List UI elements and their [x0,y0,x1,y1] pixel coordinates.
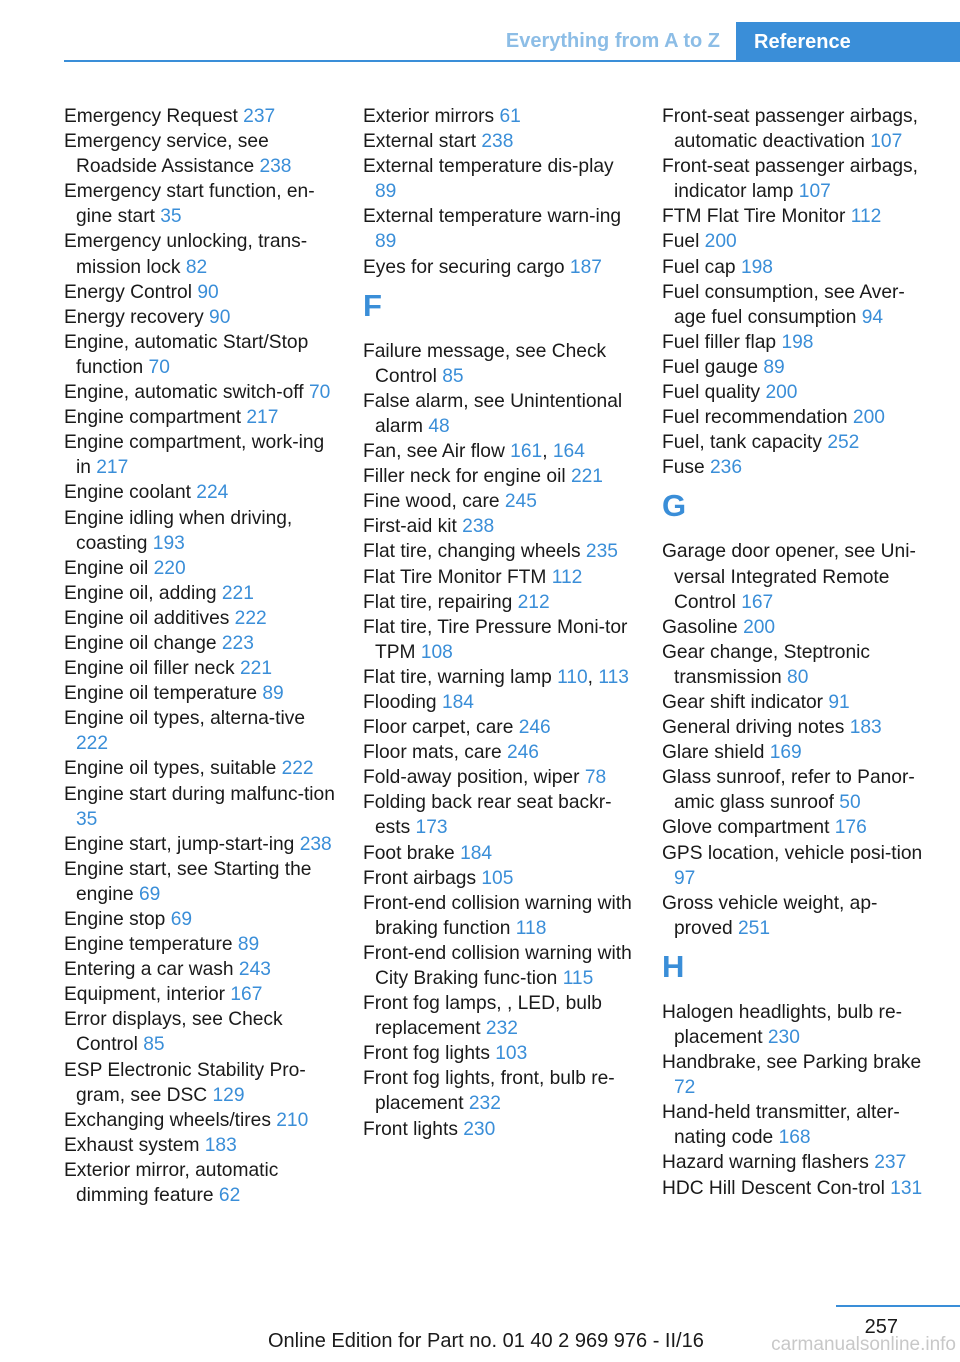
page-link[interactable]: 251 [738,917,771,939]
index-entry [64,229,336,279]
page-link[interactable]: 184 [460,842,493,864]
index-column-1 [64,104,336,1208]
index-entry [662,154,934,204]
index-entry [64,506,336,556]
page-link[interactable]: 112 [850,206,882,228]
index-term: Emergency unlocking, trans‐mission lock [64,231,308,278]
header-tab-reference[interactable]: Reference [736,22,960,62]
page-link[interactable]: 236 [710,457,743,479]
index-term: Fuel gauge [662,356,764,378]
page-link[interactable]: 246 [506,742,539,764]
index-entry [363,389,635,439]
index-term: False alarm, see Unintentional alarm [363,390,623,437]
index-term: Fan, see Air flow [363,441,511,463]
page-link[interactable]: 115 [562,968,594,989]
page-link[interactable]: 222 [234,607,267,629]
page-link[interactable]: 232 [485,1018,518,1040]
page-link[interactable]: 164 [552,441,585,463]
index-term: Engine oil additives [64,607,235,629]
index-entry [662,204,934,229]
page-link[interactable]: 224 [196,482,229,504]
index-entry [64,907,336,932]
index-entry [662,690,934,715]
index-entry [662,455,934,480]
index-entry [363,841,635,866]
index-entry [64,782,336,832]
index-term: Front lights [363,1118,464,1140]
index-term: Flat tire, repairing [363,591,518,613]
index-entry [64,280,336,305]
page-link[interactable]: 245 [504,491,537,513]
page-link[interactable]: 72 [674,1077,696,1099]
page-link[interactable]: 187 [569,256,602,278]
page-link[interactable]: 107 [798,181,831,203]
page-link[interactable]: 85 [442,365,464,387]
header-section-title: Everything from A to Z [505,30,720,52]
index-term: Front-end collision warning with City Braking func‐tion [363,942,632,989]
page-link[interactable]: 113 [598,666,629,688]
page-link[interactable]: 50 [839,792,861,814]
page-link[interactable]: 167 [741,591,774,613]
index-term: Eyes for securing cargo [363,256,570,278]
index-term: Engine oil types, suitable [64,758,282,780]
index-term: Glass sunroof, refer to Panor‐amic glass sunroof [662,767,915,814]
index-entry [363,104,635,129]
index-entry [363,339,635,389]
index-entry [64,1007,336,1057]
index-term: Engine oil types, alterna‐tive [64,708,306,730]
index-term: HDC Hill Descent Con‐trol [662,1177,891,1199]
index-entry [64,1133,336,1158]
index-term: Engine, automatic switch‐off [64,382,309,404]
index-entry [662,765,934,815]
index-term: Flat tire, warning lamp [363,666,558,688]
index-entry [662,330,934,355]
index-entry [363,740,635,765]
index-term: Engine oil change [64,632,222,654]
index-entry [363,765,635,790]
page-link[interactable]: 91 [828,691,850,713]
index-term: Fuel quality [662,382,766,404]
index-entry [64,631,336,656]
page-link[interactable]: 223 [221,632,254,654]
page-link[interactable]: 222 [281,758,314,780]
index-entry [363,565,635,590]
index-term: Exterior mirrors [363,106,500,127]
watermark: carmanualsonline.info [771,1334,956,1355]
index-term: GPS location, vehicle posi‐tion [662,842,923,864]
index-term: Front fog lights, front, bulb re‐placement [363,1068,615,1115]
index-term: Halogen headlights, bulb re‐placement [662,1001,903,1048]
index-term: Exchanging wheels/tires [64,1109,277,1131]
page-link[interactable]: 105 [481,867,514,889]
page-link[interactable]: 173 [415,817,448,839]
index-term: Glove compartment [662,817,835,839]
index-entry [64,1108,336,1133]
index-entry [662,640,934,690]
page-link[interactable]: 200 [743,616,776,638]
page-link[interactable]: 232 [468,1093,501,1115]
index-entry [662,1100,934,1150]
index-entry [64,857,336,907]
index-entry [64,480,336,505]
index-entry [363,866,635,891]
page-link[interactable]: 89 [375,231,397,253]
index-term: Garage door opener, see Uni‐versal Integrated Remote Control [662,541,916,613]
page-link[interactable]: 90 [209,306,231,328]
index-term: Engine oil filler neck [64,658,240,680]
index-term: Fuse [662,457,710,479]
page-link[interactable]: 118 [515,917,547,939]
index-entry [64,179,336,229]
index-entry [363,514,635,539]
page-link[interactable]: 200 [852,407,885,429]
index-entry [662,380,934,405]
index-entry [64,932,336,957]
index-term: External temperature dis‐play [363,156,614,178]
page-link[interactable]: 167 [230,984,263,1006]
index-term: Emergency start function, en‐gine start [64,181,315,228]
index-term: Fuel [662,231,705,253]
index-term: Engine stop [64,909,171,930]
index-entry [64,581,336,606]
index-term: Fuel filler flap [662,331,782,353]
index-term: Fuel consumption, see Aver‐age fuel consumption [662,281,905,328]
index-entry [363,439,635,464]
index-term: Engine coolant [64,482,197,504]
page-link[interactable]: 35 [76,808,98,830]
index-term: ESP Electronic Stability Pro‐gram, see DSC [64,1059,306,1106]
index-term: External start [363,131,482,153]
page-link[interactable]: 85 [143,1034,165,1056]
index-entry [363,1066,635,1116]
page-link[interactable]: 200 [765,382,798,404]
page-link[interactable]: 97 [674,867,696,889]
index-entry [64,104,336,129]
index-term: Gasoline [662,616,744,638]
index-term: Filler neck for engine oil [363,466,571,488]
index-entry [363,1041,635,1066]
page-link[interactable]: 108 [420,641,453,663]
index-entry [662,1050,934,1100]
index-entry [662,430,934,455]
page-link[interactable]: 69 [138,883,161,905]
page-link[interactable]: 217 [246,407,279,429]
index-entry [363,941,635,991]
index-term: Flat tire, changing wheels [363,541,586,563]
index-entry [363,129,635,154]
index-term: Folding back rear seat backr‐ests [363,792,612,839]
index-entry [363,590,635,615]
page-link[interactable]: 221 [221,582,254,604]
page-link[interactable]: 89 [375,181,397,203]
index-entry [363,539,635,564]
index-term: Entering a car wash [64,959,239,981]
index-term: Flooding [363,691,442,713]
page-link[interactable]: 168 [778,1127,811,1149]
index-term: Front-end collision warning with braking function [363,892,632,939]
index-term: Error displays, see Check Control [64,1009,283,1056]
page-link[interactable]: 222 [76,733,109,755]
index-entry [363,154,635,204]
index-entry [662,615,934,640]
page-link[interactable]: 237 [874,1152,907,1174]
index-term: Emergency Request [64,106,244,127]
page-link[interactable]: 82 [185,256,208,278]
page-link[interactable]: 235 [585,541,618,563]
index-term: Equipment, interior [64,984,231,1006]
index-term: Fuel recommendation [662,407,853,429]
index-entry [64,330,336,380]
index-entry [363,790,635,840]
page-link[interactable]: 169 [769,742,802,764]
index-entry [662,355,934,380]
index-entry [662,841,934,891]
page-link[interactable]: 90 [197,281,219,303]
index-entry [363,665,635,690]
index-term: Front airbags [363,867,482,889]
index-term: Exterior mirror, automatic dimming feature [64,1159,279,1207]
page-link[interactable]: 217 [96,457,129,479]
page-separator: , [542,441,553,463]
index-term: Fine wood, care [363,491,505,513]
index-term: Engine oil temperature [64,683,263,705]
page-link[interactable]: 243 [238,959,271,981]
page-link[interactable]: 70 [308,382,331,404]
index-entry [662,1150,934,1175]
index-entry [662,229,934,254]
page-link[interactable]: 220 [153,557,186,579]
page-link[interactable]: 131 [890,1177,923,1199]
page-link[interactable]: 198 [781,331,814,353]
index-entry [662,1000,934,1050]
page-link[interactable]: 80 [787,666,809,688]
section-letter: G [662,488,687,524]
index-entry [64,305,336,330]
section-letter: F [363,287,382,323]
index-entry [64,380,336,405]
index-term: Hand-held transmitter, alter‐nating code [662,1102,900,1149]
page-link[interactable]: 252 [827,432,860,454]
page-link[interactable]: 212 [517,591,550,613]
index-term: General driving notes [662,717,850,739]
page-link[interactable]: 35 [160,206,182,228]
index-entry [64,756,336,781]
index-term: Fuel, tank capacity [662,432,828,454]
page-link[interactable]: 103 [495,1043,528,1065]
index-entry [363,615,635,665]
page-link[interactable]: 200 [704,231,737,253]
index-column-2 [363,104,635,1142]
index-entry [363,690,635,715]
index-term: Gross vehicle weight, ap‐proved [662,892,878,939]
index-term: Handbrake, see Parking brake [662,1052,922,1074]
page-link[interactable]: 230 [767,1027,800,1048]
index-term: Engine temperature [64,934,238,956]
index-term: Front-seat passenger airbags, automatic deactivation [662,106,918,153]
page-link[interactable]: 112 [551,566,583,588]
section-letter: H [662,948,685,984]
index-entry [662,715,934,740]
page-link[interactable]: 176 [834,817,867,839]
page-link[interactable]: 89 [262,683,284,705]
page-link[interactable]: 193 [152,532,185,554]
index-term: Flat tire, Tire Pressure Moni‐tor TPM [363,616,628,663]
page-link[interactable]: 62 [218,1185,241,1207]
index-term: Floor carpet, care [363,717,519,739]
index-column-3 [662,104,934,1201]
index-term: Engine idling when driving, coasting [64,507,293,554]
footer-rule [836,1305,960,1307]
page-link[interactable]: 107 [870,131,903,153]
index-entry [64,656,336,681]
index-term: Foot brake [363,842,461,864]
index-term: Flat Tire Monitor FTM [363,566,552,588]
index-term: External temperature warn‐ing [363,206,622,228]
index-entry [64,957,336,982]
index-term: First-aid kit [363,516,463,538]
index-term: Glare shield [662,742,770,764]
page-link[interactable]: 69 [170,909,193,930]
page-link[interactable]: 70 [148,356,170,378]
page-separator: , [587,666,599,688]
page-link[interactable]: 238 [259,156,292,178]
index-entry [363,204,635,254]
index-entry [64,681,336,706]
index-term: Energy recovery [64,306,210,328]
index-entry [64,556,336,581]
index-term: Gear shift indicator [662,691,829,713]
index-entry [363,489,635,514]
index-term: Exhaust system [64,1134,205,1156]
page-link[interactable]: 129 [212,1084,245,1106]
index-entry [64,606,336,631]
index-term: Front-seat passenger airbags, indicator lamp [662,156,918,203]
index-entry [662,405,934,430]
index-term: Floor mats, care [363,742,507,764]
page-link[interactable]: 61 [499,106,521,127]
index-term: Engine start, jump-start‐ing [64,833,300,855]
index-entry [64,430,336,480]
page-link[interactable]: 89 [763,356,785,378]
index-term: Engine start, see Starting the engine [64,858,312,905]
index-term: Engine oil [64,557,154,579]
page-link[interactable]: 78 [584,767,607,789]
index-entry [363,255,635,280]
index-entry [662,891,934,941]
index-term: Front fog lamps, , LED, bulb replacement [363,993,602,1040]
page-link[interactable]: 237 [243,106,276,127]
index-entry [662,104,934,154]
page-link[interactable]: 89 [237,934,260,956]
index-entry [64,982,336,1007]
index-term: Front fog lights [363,1043,496,1065]
index-entry [363,891,635,941]
index-entry [64,1158,336,1208]
index-entry [64,129,336,179]
index-entry [662,539,934,614]
index-term: Engine oil, adding [64,582,222,604]
index-entry [363,464,635,489]
edition-note: Online Edition for Part no. 01 40 2 969 976 - II/16 [268,1330,704,1352]
index-term: Hazard warning flashers [662,1152,875,1174]
page-link[interactable]: 183 [849,717,882,739]
page-link[interactable]: 238 [481,131,514,153]
index-term: Engine, automatic Start/Stop function [64,331,309,378]
index-term: Failure message, see Check Control [363,340,607,387]
index-term: Engine compartment [64,407,247,429]
index-entry [662,280,934,330]
index-term: Engine start during malfunc‐tion [64,783,335,805]
page-link[interactable]: 238 [299,833,332,855]
index-entry [64,832,336,857]
index-entry [363,1117,635,1142]
page-link[interactable]: 221 [570,466,603,488]
index-entry [64,1058,336,1108]
index-entry [662,1176,934,1201]
page-link[interactable]: 238 [462,516,495,538]
index-entry [64,405,336,430]
index-term: Engine compartment, work‐ing in [64,432,325,479]
index-entry [64,706,336,756]
index-term: Gear change, Steptronic transmission [662,641,870,688]
page-link[interactable]: 221 [239,658,272,680]
page-link[interactable]: 48 [428,415,450,437]
index-entry [662,740,934,765]
page-link[interactable]: 110 [557,666,588,688]
index-term: Fold-away position, wiper [363,767,585,789]
page-link[interactable]: 198 [740,256,773,278]
index-term: Emergency service, see Roadside Assistance [64,131,269,178]
page-link[interactable]: 161 [510,441,543,463]
page-link[interactable]: 246 [518,717,551,739]
index-term: Energy Control [64,281,198,303]
page-link[interactable]: 230 [463,1118,496,1140]
page-link[interactable]: 94 [861,306,884,328]
index-entry [363,715,635,740]
page-link[interactable]: 210 [276,1109,309,1131]
index-entry [363,991,635,1041]
index-term: Fuel cap [662,256,741,278]
page-link[interactable]: 183 [204,1134,237,1156]
page-number: 257 [864,1316,898,1338]
index-term: FTM Flat Tire Monitor [662,206,851,228]
index-entry [662,815,934,840]
page-link[interactable]: 184 [441,691,474,713]
index-entry [662,255,934,280]
